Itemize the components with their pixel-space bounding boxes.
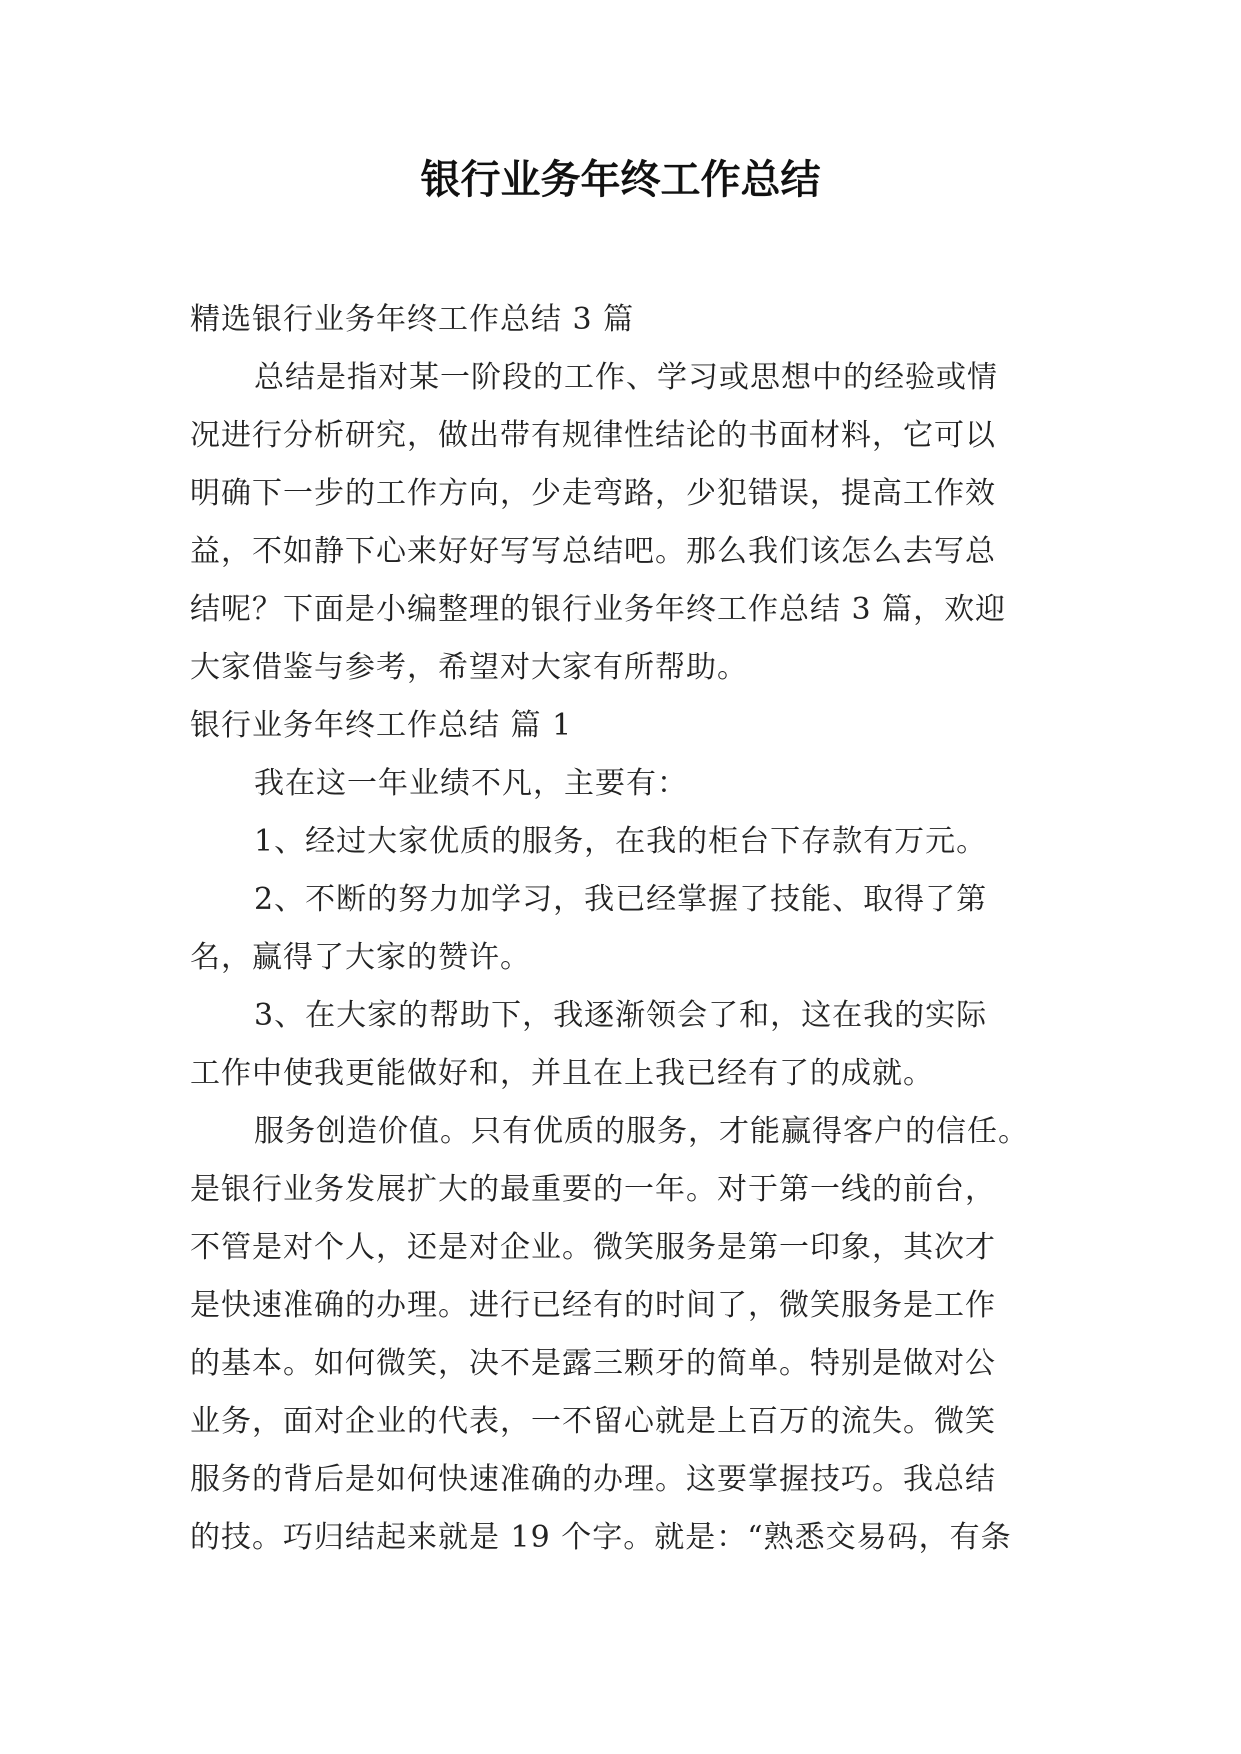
paragraph-line: 不管是对个人，还是对企业。微笑服务是第一印象，其次才	[190, 1230, 996, 1265]
intro-heading: 精选银行业务年终工作总结 3 篇	[190, 302, 635, 337]
intro-paragraph-line: 总结是指对某一阶段的工作、学习或思想中的经验或情	[254, 360, 998, 395]
list-item-1: 1、经过大家优质的服务，在我的柜台下存款有万元。	[254, 824, 988, 859]
paragraph-line: 服务创造价值。只有优质的服务，才能赢得客户的信任。	[254, 1114, 1029, 1149]
paragraph-line: 是快速准确的办理。进行已经有的时间了，微笑服务是工作	[190, 1288, 996, 1323]
list-item-2-continuation: 名，赢得了大家的赞许。	[190, 940, 531, 975]
intro-paragraph-line: 大家借鉴与参考，希望对大家有所帮助。	[190, 650, 748, 685]
intro-paragraph-line: 结呢？下面是小编整理的银行业务年终工作总结 3 篇，欢迎	[190, 592, 1007, 627]
paragraph-line: 服务的背后是如何快速准确的办理。这要掌握技巧。我总结	[190, 1462, 996, 1497]
intro-paragraph-line: 明确下一步的工作方向，少走弯路，少犯错误，提高工作效	[190, 476, 996, 511]
paragraph-line: 的技。巧归结起来就是 19 个字。就是：“熟悉交易码，有条	[190, 1520, 1012, 1555]
paragraph-line: 的基本。如何微笑，决不是露三颗牙的简单。特别是做对公	[190, 1346, 996, 1381]
paragraph-line: 业务，面对企业的代表，一不留心就是上百万的流失。微笑	[190, 1404, 996, 1439]
document-body	[190, 291, 1060, 1567]
intro-paragraph-line: 益，不如静下心来好好写写总结吧。那么我们该怎么去写总	[190, 534, 996, 569]
paragraph-line: 是银行业务发展扩大的最重要的一年。对于第一线的前台，	[190, 1172, 996, 1207]
list-item-3-continuation: 工作中使我更能做好和，并且在上我已经有了的成就。	[190, 1056, 934, 1091]
list-item-3: 3、在大家的帮助下，我逐渐领会了和，这在我的实际	[254, 998, 988, 1033]
intro-paragraph-line: 况进行分析研究，做出带有规律性结论的书面材料，它可以	[190, 418, 996, 453]
section-heading: 银行业务年终工作总结 篇 1	[190, 708, 573, 743]
list-item-2: 2、不断的努力加学习，我已经掌握了技能、取得了第	[254, 882, 988, 917]
document-title: 银行业务年终工作总结	[420, 157, 821, 203]
paragraph-line: 我在这一年业绩不凡，主要有：	[254, 766, 688, 801]
